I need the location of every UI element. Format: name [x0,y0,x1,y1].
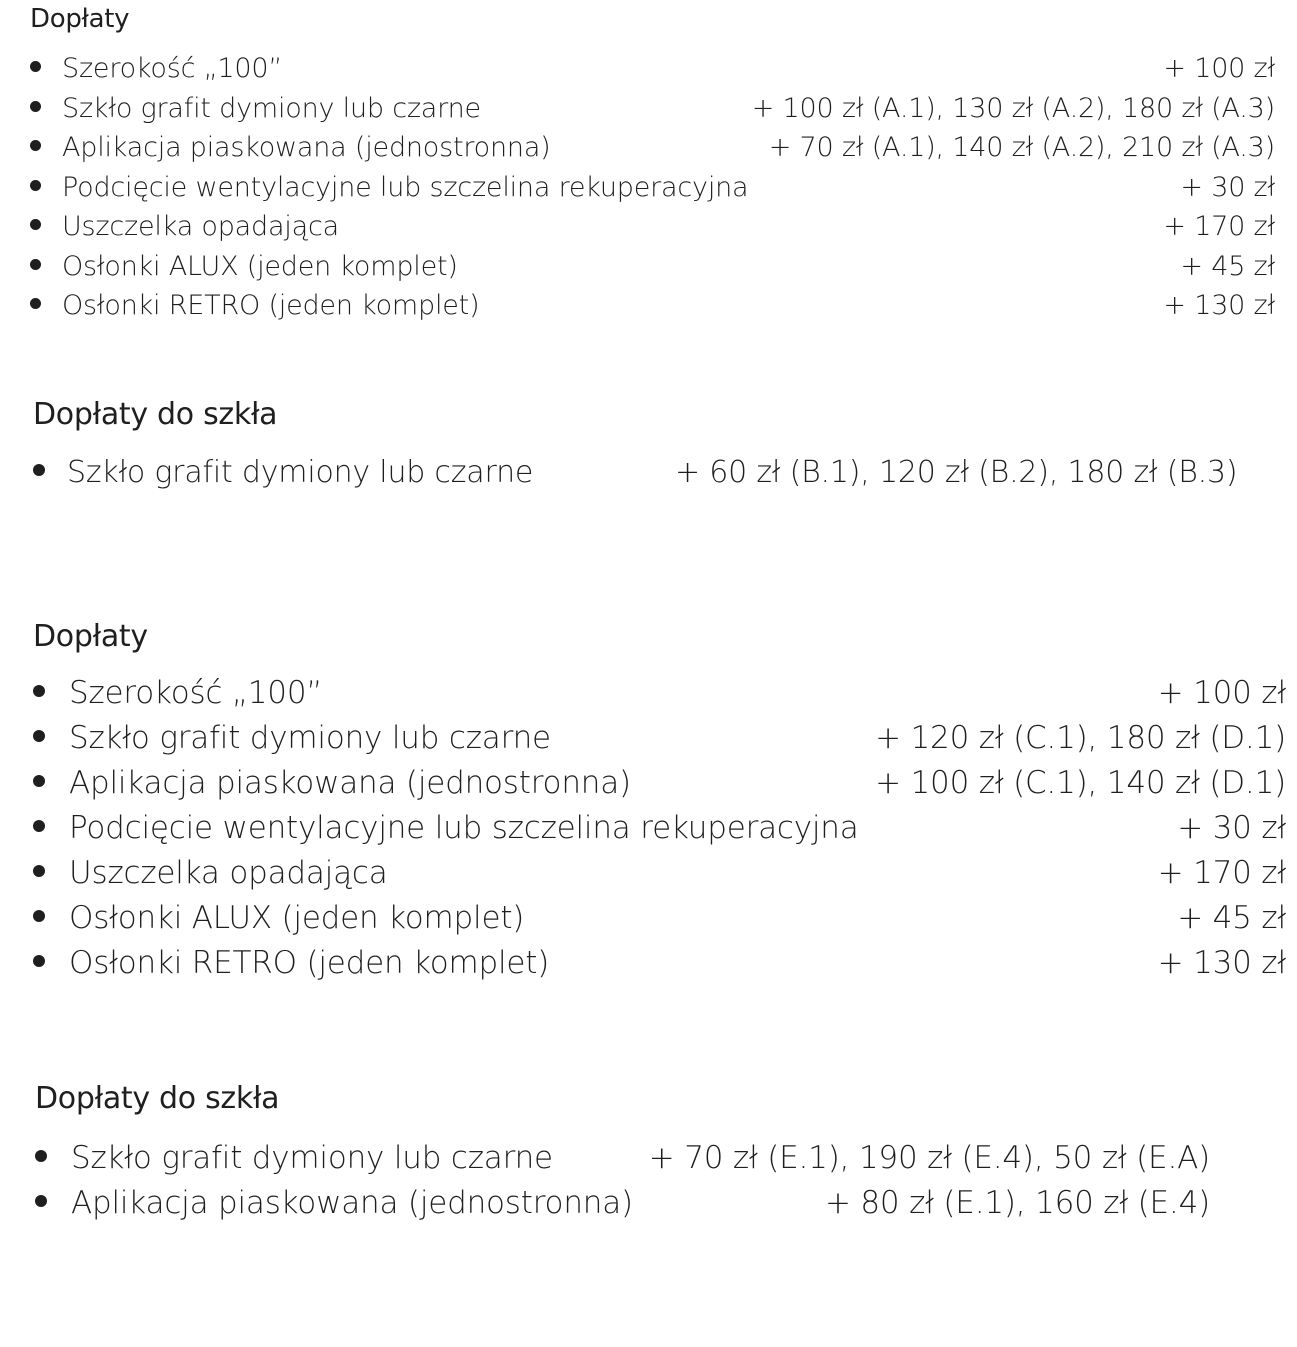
item-label: Szerokość „100” [69,675,323,711]
item-label: Szkło grafit dymiony lub czarne [62,92,481,124]
list-item [33,941,1286,986]
item-label: Osłonki RETRO (jeden komplet) [62,290,480,321]
surcharge-list [33,450,1238,496]
item-price: + 120 zł (C.1), 180 zł (D.1) [875,720,1286,756]
item-label: Uszczelka opadająca [69,855,388,891]
item-price: + 100 zł [1157,675,1286,711]
list-item [33,671,1286,716]
list-item [33,851,1286,896]
list-item [30,207,1275,247]
item-label: Osłonki ALUX (jeden komplet) [62,250,458,282]
list-item [30,168,1275,208]
item-price: + 70 zł (A.1), 140 zł (A.2), 210 zł (A.3) [768,132,1275,163]
item-label: Podcięcie wentylacyjne lub szczelina rekuperacyjna [62,171,749,203]
section-heading: Dopłaty do szkła [35,1081,280,1116]
item-label: Osłonki RETRO (jeden komplet) [69,945,550,981]
bullet-icon [30,259,41,270]
bullet-icon [33,685,45,697]
list-item [30,49,1275,89]
bullet-icon [30,101,41,112]
item-price: + 170 zł [1163,211,1275,242]
list-item [35,1181,1210,1226]
item-price: + 45 zł [1180,250,1275,282]
bullet-icon [33,910,45,922]
glass-surcharges-section-2 [35,1076,1210,1226]
section-heading: Dopłaty [30,4,130,34]
list-item [33,450,1238,496]
bullet-icon [30,61,41,72]
item-label: Osłonki ALUX (jeden komplet) [69,900,525,936]
item-price: + 80 zł (E.1), 160 zł (E.4) [824,1185,1210,1221]
bullet-icon [33,865,45,877]
item-price: + 100 zł [1163,53,1275,84]
surcharge-list [30,49,1275,326]
list-item [33,806,1286,851]
list-item [33,761,1286,806]
list-item [35,1136,1210,1181]
bullet-icon [30,180,41,191]
section-heading: Dopłaty do szkła [33,397,278,432]
list-item [33,716,1286,761]
item-price: + 60 zł (B.1), 120 zł (B.2), 180 zł (B.3) [675,455,1238,490]
surcharges-section-2 [33,614,1286,986]
item-price: + 130 zł [1163,290,1275,321]
item-price: + 30 zł [1180,171,1275,203]
item-price: + 130 zł [1157,945,1286,981]
bullet-icon [30,140,41,151]
bullet-icon [33,955,45,967]
item-price: + 45 zł [1177,900,1286,936]
list-item [30,247,1275,287]
surcharges-section-1 [30,0,1275,326]
bullet-icon [35,1195,47,1207]
bullet-icon [35,1150,47,1162]
item-label: Szerokość „100” [62,53,283,84]
bullet-icon [33,775,45,787]
bullet-icon [30,219,41,230]
list-item [30,89,1275,129]
item-label: Uszczelka opadająca [62,211,339,242]
list-item [30,128,1275,168]
item-label: Podcięcie wentylacyjne lub szczelina rekuperacyjna [69,810,859,846]
bullet-icon [33,464,45,476]
item-label: Szkło grafit dymiony lub czarne [67,455,534,490]
bullet-icon [33,820,45,832]
item-price: + 30 zł [1177,810,1286,846]
section-heading: Dopłaty [33,619,148,654]
item-label: Aplikacja piaskowana (jednostronna) [71,1185,633,1221]
item-price: + 70 zł (E.1), 190 zł (E.4), 50 zł (E.A) [648,1140,1210,1176]
item-label: Szkło grafit dymiony lub czarne [69,720,551,756]
item-price: + 170 zł [1157,855,1286,891]
item-label: Aplikacja piaskowana (jednostronna) [69,765,631,801]
item-price: + 100 zł (A.1), 130 zł (A.2), 180 zł (A.3) [751,92,1275,124]
list-item [33,896,1286,941]
item-label: Aplikacja piaskowana (jednostronna) [62,132,551,163]
bullet-icon [30,298,41,309]
bullet-icon [33,730,45,742]
item-price: + 100 zł (C.1), 140 zł (D.1) [875,765,1286,801]
surcharge-list [35,1136,1210,1226]
list-item [30,286,1275,326]
glass-surcharges-section-1 [33,392,1238,496]
surcharge-list [33,671,1286,986]
item-label: Szkło grafit dymiony lub czarne [71,1140,553,1176]
